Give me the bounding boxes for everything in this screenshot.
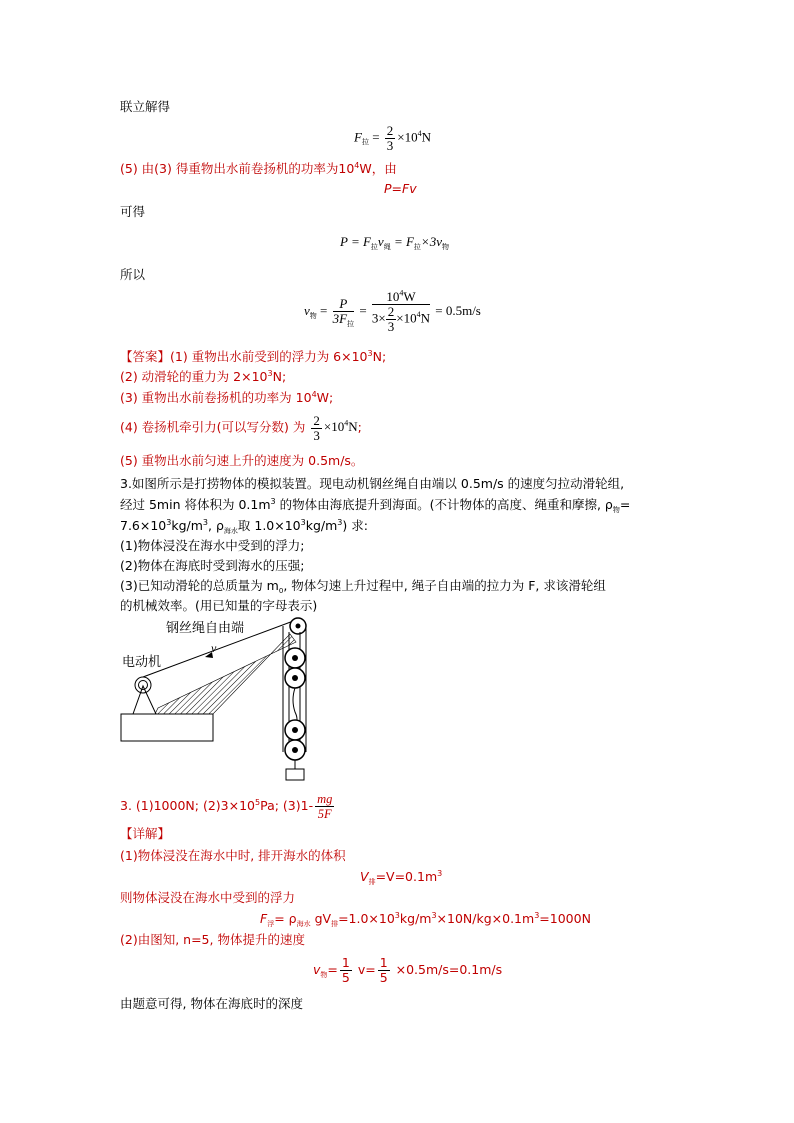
weight-block bbox=[286, 769, 304, 780]
text-suoyi: 所以 bbox=[120, 267, 146, 282]
q3-line3: $7.6\times 10^3kg/m^3$, $\rho_{海水}$取 $1.0\times 10^3kg/m^3$) 求: bbox=[120, 517, 368, 535]
formula-pfv: P=Fv bbox=[384, 181, 417, 196]
detail-line4: $F_浮= \rho_{海水}$ $gV_排=1.0\times 10^3kg/m^3\times 10N/kg\times 0.1m^3=1000N$ bbox=[260, 910, 591, 928]
q3-line7: 的机械效率。(用已知量的字母表示) bbox=[120, 598, 318, 613]
detail-line1: (1)物体浸没在海水中时, 排开海水的体积 bbox=[120, 848, 346, 863]
q3-line4: (1)物体浸没在海水中受到的浮力; bbox=[120, 538, 305, 553]
answer-2: (2) 动滑轮的重力为 $2\times 10^3N$; bbox=[120, 368, 287, 384]
formula-velocity: $v_物$ = P $3F_拉$ = $10^4W$ 3× $\frac{2}{3}$ $\times 10^4N$ = 0.5m/s bbox=[304, 288, 481, 334]
motor-base bbox=[121, 714, 213, 741]
answer-1: 【答案】(1) 重物出水前受到的浮力为 $6\times 10^3N$; bbox=[120, 348, 387, 364]
q3-line6: (3)已知动滑轮的总质量为 $m_0$, 物体匀速上升过程中, 绳子自由端的拉力为 F, 求该滑轮组 bbox=[120, 578, 606, 595]
detail-line7: 由题意可得, 物体在海底时的深度 bbox=[120, 996, 303, 1011]
answer-4: (4) 卷扬机牵引力(可以写分数) 为 $\frac{2}{3}$ $\times 10^4N$; bbox=[120, 413, 362, 443]
detail-line3: 则物体浸没在海水中受到的浮力 bbox=[120, 890, 296, 905]
text-step5: (5) 由(3) 得重物出水前卷扬机的功率为$10^4W$，由 bbox=[120, 160, 397, 176]
detail-line6: $v_物=$ $\frac{1}{5}$ v= $\frac{1}{5}$ ×0.5m/s=0.1m/s bbox=[313, 955, 503, 985]
label-velocity: v bbox=[211, 641, 217, 655]
formula-f-pull: $F_拉$ = $\frac{2}{3}$ $\times 10^4N$ bbox=[354, 123, 432, 153]
text-lianli: 联立解得 bbox=[120, 99, 171, 114]
answer-3: (3) 重物出水前卷扬机的功率为 $10^4W$; bbox=[120, 389, 334, 405]
detail-label: 【详解】 bbox=[120, 826, 171, 841]
label-rope-free-end: 钢丝绳自由端 bbox=[166, 621, 245, 636]
q3-line1: 3.如图所示是打捞物体的模拟装置。现电动机钢丝绳自由端以 0.5m/s 的速度匀拉动滑轮组, bbox=[120, 476, 625, 491]
label-motor: 电动机 bbox=[122, 655, 162, 670]
q3-line5: (2)物体在海底时受到海水的压强; bbox=[120, 558, 305, 573]
text-kede: 可得 bbox=[120, 204, 146, 219]
answer-q3: 3. (1)1000N; $(2)3\times 10^5Pa$; (3)1- $\frac{mg}{5F}$ bbox=[120, 792, 333, 821]
q3-line2: 经过 5min 将体积为 $0.1m^3$ 的物体由海底提升到海面。(不计物体的高度、绳重和摩擦, $\rho_物=$ bbox=[120, 496, 631, 514]
formula-power: $P = F_拉v_绳 = F_拉\times 3v_物$ bbox=[340, 234, 449, 251]
detail-line5: (2)由图知, n=5, 物体提升的速度 bbox=[120, 932, 305, 947]
answer-5: (5) 重物出水前匀速上升的速度为 0.5m/s。 bbox=[120, 453, 364, 468]
detail-line2: $V_排=V=0.1m^3$ bbox=[360, 868, 443, 886]
